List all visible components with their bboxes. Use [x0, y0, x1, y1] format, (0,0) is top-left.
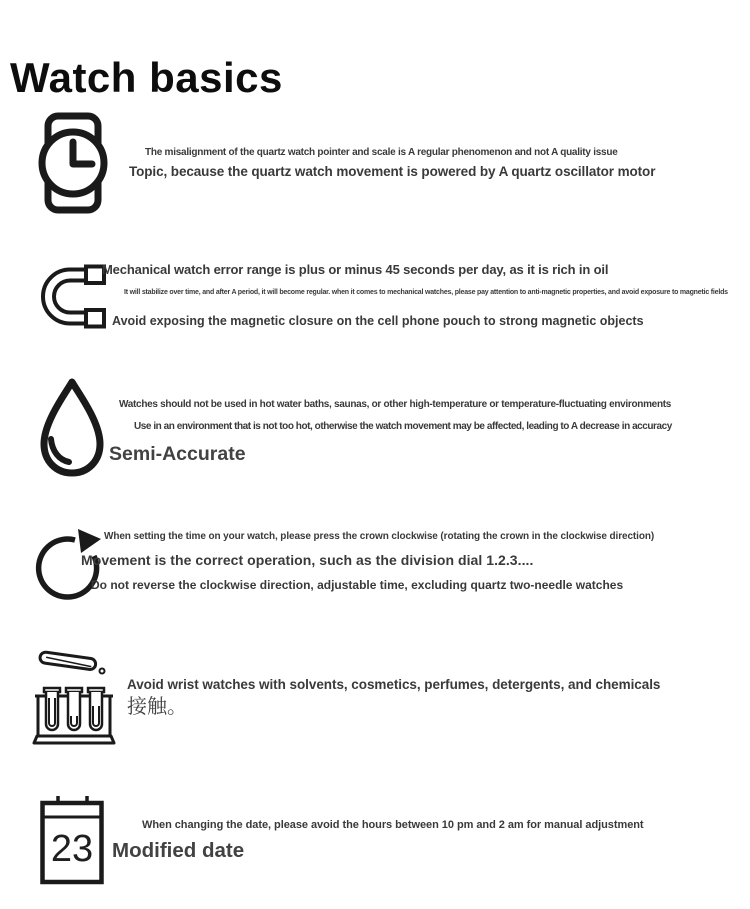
calendar-icon [39, 794, 105, 886]
test-tubes-icon [32, 644, 116, 748]
section-date-heading: Modified date [112, 839, 245, 862]
section-heat-note-2: Use in an environment that is not too hot, otherwise the watch movement may be affected, leading to A decrease in accuracy [134, 421, 672, 432]
section-heat-note-1: Watches should not be used in hot water baths, saunas, or other high-temperature or temperature-fluctuating environments [119, 399, 672, 410]
section-chemicals-text: Avoid wrist watches with solvents, cosmetics, perfumes, detergents, and chemicals [127, 677, 661, 692]
section-magnet-note: It will stabilize over time, and after A period, it will become regular. when it comes to mechanical watches, please pay attention to anti-magnetic properties, and avoid exposure to magnetic fields [124, 289, 728, 296]
page-title: Watch basics [10, 54, 283, 102]
section-heat-heading: Semi-Accurate [109, 443, 246, 465]
watch-icon [36, 111, 110, 215]
section-crown-text-2: Do not reverse the clockwise direction, adjustable time, excluding quartz two-needle watches [91, 578, 624, 592]
section-quartz-text: Topic, because the quartz watch movement is powered by A quartz oscillator motor [129, 164, 656, 179]
magnet-icon [34, 261, 108, 332]
section-date-note: When changing the date, please avoid the hours between 10 pm and 2 am for manual adjustment [142, 819, 644, 831]
section-magnet-text-1: Mechanical watch error range is plus or minus 45 seconds per day, as it is rich in oil [102, 262, 609, 277]
water-drop-icon [37, 377, 107, 479]
section-magnet-text-2: Avoid exposing the magnetic closure on the cell phone pouch to strong magnetic objects [112, 314, 644, 328]
calendar-day-label: 23 [50, 828, 94, 870]
section-crown-text-1: Movement is the correct operation, such as the division dial 1.2.3.... [81, 552, 534, 568]
section-chemicals-cjk: 接触。 [127, 696, 187, 718]
section-crown-note: When setting the time on your watch, please press the crown clockwise (rotating the crown in the clockwise direction) [104, 531, 655, 542]
section-quartz-note: The misalignment of the quartz watch pointer and scale is A regular phenomenon and not A quality issue [145, 147, 618, 158]
